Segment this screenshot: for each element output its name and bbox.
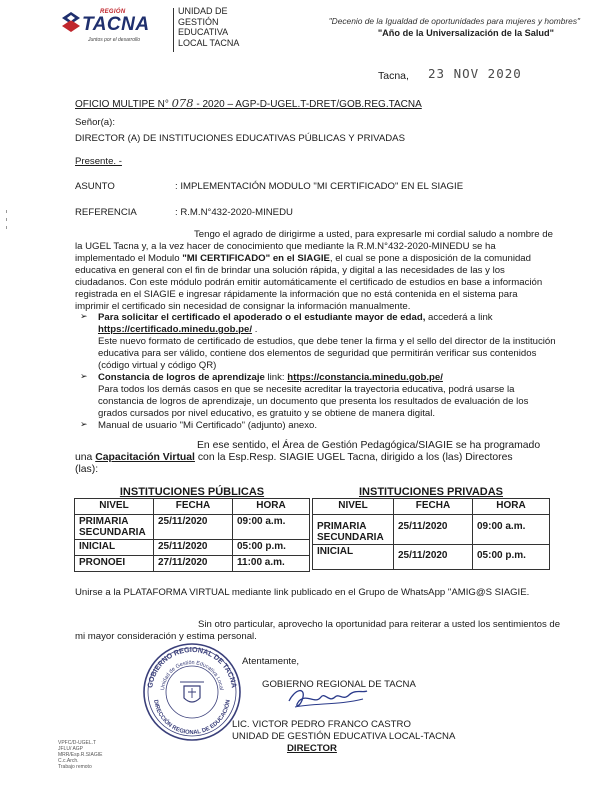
capacitacion-virtual: Capacitación Virtual — [95, 452, 195, 463]
nivel-text: SECUNDARIA — [79, 527, 146, 538]
bullet-2-desc: constancia de logros de aprendizaje, un documento que presenta los resultados de evaluación de los — [98, 396, 529, 407]
margin-mark — [6, 210, 7, 213]
oficio-number — [75, 96, 422, 110]
oficio-suffix: - 2020 – AGP-D-UGEL.T-DRET/GOB.REG.TACNA — [196, 99, 422, 110]
header-cell: HORA — [473, 499, 550, 515]
seal-text-outer-path: GOBIERNO REGIONAL DE TACNA — [145, 644, 239, 689]
nivel-text: PRIMARIA — [317, 521, 367, 532]
logo-tagline: Juntos por el desarrollo — [88, 37, 140, 43]
footer-ref: Trabajo remoto — [58, 764, 92, 770]
fecha-cell: 25/11/2020 — [394, 515, 473, 545]
gobierno-label: GOBIERNO REGIONAL DE TACNA — [262, 679, 416, 690]
p2-line: (las): — [75, 464, 99, 475]
p2-text: con la Esp.Resp. SIAGIE UGEL Tacna, dirigido a los (las) Directores — [194, 452, 513, 463]
p1-line: imprimir el certificado sin necesidad de consignar la información manualmente. — [75, 301, 411, 312]
logo-name: TACNA — [82, 14, 150, 35]
bullet-arrow-icon: ➢ — [80, 371, 88, 381]
p4-line: Sin otro particular, aprovecho la oportunidad para reiterar a usted los sentimientos de — [198, 619, 561, 630]
header-cell: NIVEL — [75, 499, 154, 515]
footer-ref: JFLU/ AGP — [58, 746, 84, 752]
fecha-cell: 27/11/2020 — [154, 556, 233, 572]
constancia-link[interactable]: https://constancia.minedu.gob.pe/ — [287, 372, 443, 383]
p4-line: mi mayor consideración y estima personal. — [75, 631, 257, 642]
signatory-unit: UNIDAD DE GESTIÓN EDUCATIVA LOCAL-TACNA — [232, 731, 456, 742]
header-cell: FECHA — [154, 499, 233, 515]
logo-divider — [173, 8, 174, 52]
hora-cell: 09:00 a.m. — [233, 515, 310, 540]
referencia-label: REFERENCIA — [75, 207, 137, 218]
nivel-cell: PRONOEI — [75, 556, 154, 572]
p1-text: implementado el Modulo — [75, 253, 183, 264]
privadas-title: INSTITUCIONES PRIVADAS — [358, 486, 504, 498]
p1-line: educativa en general con el fin de brindar una solución rápida, y digital a las necesidades de las y los — [75, 265, 505, 276]
bullet-1-head: Para solicitar el certificado el apoderado o el estudiante mayor de edad, — [98, 312, 426, 323]
bullet-1-after: . — [252, 324, 258, 335]
unit-line: LOCAL TACNA — [178, 37, 240, 48]
bullet-3-line: Manual de usuario "Mi Certificado" (adjunto) anexo. — [98, 420, 318, 431]
table-row — [75, 556, 310, 572]
footer-references — [58, 740, 102, 770]
nivel-cell — [75, 515, 154, 540]
signatory-role: DIRECTOR — [287, 743, 337, 754]
bullet-1-link-line — [98, 324, 257, 336]
p1-line: ciudadanos. Con este módulo podrán emitir automáticamente el certificado de estudios en base a información — [75, 277, 543, 288]
p3-line: Unirse a la PLATAFORMA VIRTUAL mediante link publicado en el Grupo de WhatsApp "AMIG@S SIAGIE. — [75, 587, 530, 598]
oficio-handwritten-number: 078 — [171, 96, 194, 110]
signatory-name: LIC. VICTOR PEDRO FRANCO CASTRO — [232, 719, 411, 730]
unit-line: GESTIÓN — [178, 16, 219, 27]
header-cell: FECHA — [394, 499, 473, 515]
logo-region-label: REGIÓN — [100, 9, 126, 15]
asunto-label: ASUNTO — [75, 181, 115, 192]
seal-text-inner-path: Unidad de Gestión Educativa Local — [160, 659, 224, 691]
table-row — [313, 545, 550, 570]
bullet-1-desc: (código virtual y código QR) — [98, 360, 217, 371]
bullet-2-line — [98, 372, 443, 384]
bullet-1-desc: educativa para ser válido, contiene dos elementos de seguridad que permitirán verificar sus contenidos — [98, 348, 537, 359]
publicas-table — [74, 498, 310, 572]
unit-line: EDUCATIVA — [178, 27, 229, 37]
margin-mark — [6, 218, 7, 221]
publicas-title: INSTITUCIONES PÚBLICAS — [119, 486, 265, 498]
certificado-link[interactable]: https://certificado.minedu.gob.pe/ — [98, 324, 253, 335]
unit-line: UNIDAD DE — [178, 6, 228, 16]
date-city: Tacna, — [378, 70, 409, 82]
bullet-1-tail: accederá a link — [428, 312, 493, 323]
unit-name — [178, 6, 239, 48]
hora-cell: 09:00 a.m. — [473, 515, 550, 545]
p2-line — [75, 452, 513, 463]
bullet-2-desc: grados cursados por nivel educativo, es gratuito y se obtiene de manera digital. — [98, 408, 436, 419]
table-row — [75, 540, 310, 556]
bullet-2-head: Constancia de logros de aprendizaje — [98, 372, 265, 383]
table-header-row — [313, 499, 550, 515]
bullet-2-desc: Para todos los demás casos en que se necesite acreditar la trayectoria educativa, podrá usarse la — [98, 384, 515, 395]
table-header-row — [75, 499, 310, 515]
bullet-1-line — [98, 312, 493, 324]
seal-text-bottom-path: DIRECCIÓN REGIONAL DE EDUCACIÓN — [152, 699, 232, 737]
nivel-cell: INICIAL — [313, 545, 394, 570]
year-motto: "Año de la Universalización de la Salud" — [377, 28, 554, 38]
asunto-value: : IMPLEMENTACIÓN MODULO "MI CERTIFICADO" EN EL SIAGIE — [175, 181, 464, 192]
footer-ref: MRR/Esp.R.SIAGIE — [58, 752, 103, 758]
presente: Presente. - — [75, 156, 122, 167]
official-seal-icon — [140, 640, 244, 744]
table-row — [313, 515, 550, 545]
nivel-text: SECUNDARIA — [317, 532, 384, 543]
date-stamp: 23 NOV 2020 — [428, 66, 522, 81]
p1-line — [75, 253, 531, 265]
p1-line: Tengo el agrado de dirigirme a usted, para expresarle mi cordial saludo a nombre de — [194, 229, 553, 240]
p1-line: registrada en el SIAGIE e ingresar rápidamente la información que no está contenida en el sistema para — [75, 289, 518, 300]
addressee: DIRECTOR (A) DE INSTITUCIONES EDUCATIVAS PÚBLICAS Y PRIVADAS — [75, 133, 405, 144]
signature-icon — [285, 683, 371, 715]
table-row — [75, 515, 310, 540]
p2-text: una — [75, 452, 96, 463]
nivel-cell: INICIAL — [75, 540, 154, 556]
referencia-value: : R.M.N°432-2020-MINEDU — [175, 207, 293, 218]
hora-cell: 11:00 a.m. — [233, 556, 310, 572]
footer-ref: C.c.Arch. — [58, 758, 79, 764]
p2-line: En ese sentido, el Área de Gestión Pedagógica/SIAGIE se ha programado — [197, 440, 541, 451]
bullet-arrow-icon: ➢ — [80, 419, 88, 429]
footer-ref: VPFC/D-UGEL.T — [58, 740, 97, 746]
oficio-prefix: OFICIO MULTIPE N° — [75, 99, 169, 110]
nivel-cell — [313, 515, 394, 545]
header-cell: HORA — [233, 499, 310, 515]
header-cell: NIVEL — [313, 499, 394, 515]
salutation: Señor(a): — [75, 117, 115, 128]
p1-text: , el cual se pone a disposición de la comunidad — [329, 253, 531, 264]
fecha-cell: 25/11/2020 — [154, 540, 233, 556]
p1-line: la UGEL Tacna y, a la vez hacer de conocimiento que mediante la R.M.N°432-2020-MINEDU se ha — [75, 241, 496, 252]
fecha-cell: 25/11/2020 — [394, 545, 473, 570]
hora-cell: 05:00 p.m. — [233, 540, 310, 556]
nivel-text: PRIMARIA — [79, 516, 129, 527]
privadas-table — [312, 498, 550, 570]
fecha-cell: 25/11/2020 — [154, 515, 233, 540]
hora-cell: 05:00 p.m. — [473, 545, 550, 570]
bullet-arrow-icon: ➢ — [80, 311, 88, 321]
atentamente: Atentamente, — [242, 656, 300, 667]
decenio-motto: "Decenio de la Igualdad de oportunidades para mujeres y hombres" — [328, 16, 580, 26]
bullet-1-desc: Este nuevo formato de certificado de estudios, que debe tener la firma y el sello del director de la institución — [98, 336, 556, 347]
p1-bold: "MI CERTIFICADO" en el SIAGIE — [182, 253, 330, 264]
bullet-2-mid: link: — [264, 372, 288, 383]
margin-mark — [6, 226, 7, 229]
region-logo-icon — [60, 10, 82, 34]
